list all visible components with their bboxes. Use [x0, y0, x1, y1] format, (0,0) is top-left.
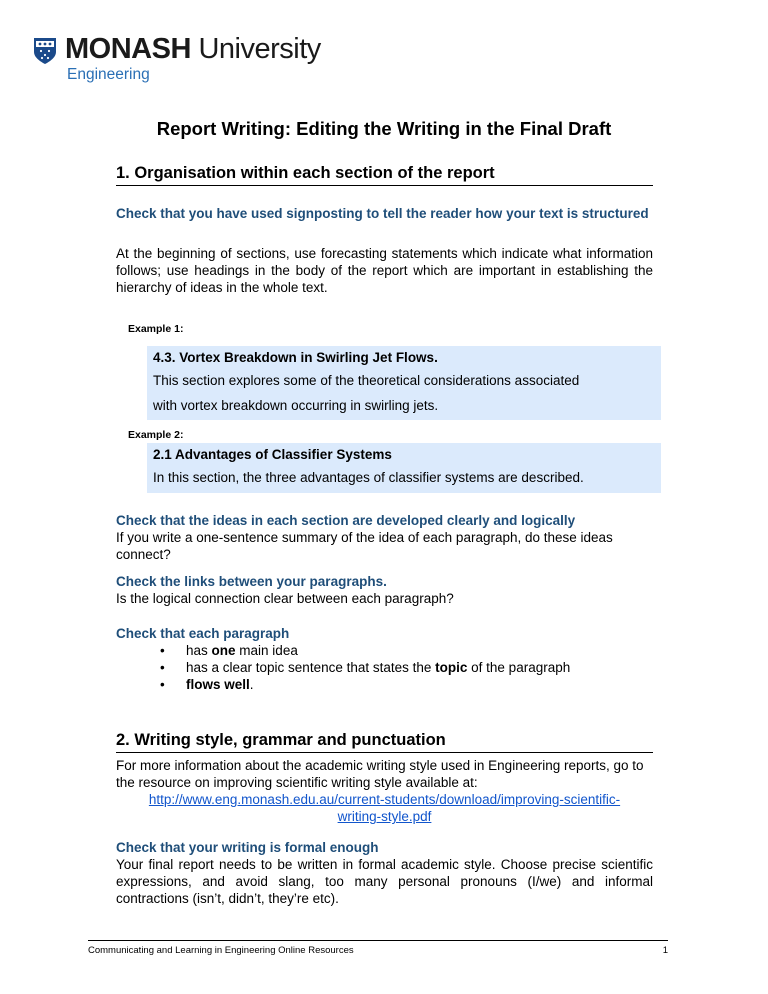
example2-label: Example 2:: [128, 429, 184, 441]
example2-box: [147, 443, 661, 493]
example1-line1: This section explores some of the theoretical considerations associated: [153, 373, 580, 388]
page-footer: [88, 940, 668, 956]
faculty-name: Engineering: [67, 66, 150, 83]
footer-text: Communicating and Learning in Engineering Online Resources: [88, 945, 354, 956]
section1-heading: 1. Organisation within each section of the report: [116, 164, 653, 186]
list-item: • flows well.: [160, 676, 653, 693]
paragraph-checklist: [116, 642, 653, 693]
example2-line1: In this section, the three advantages of classifier systems are described.: [153, 470, 584, 485]
section2-heading: 2. Writing style, grammar and punctuation: [116, 731, 653, 753]
list-item: • has one main idea: [160, 642, 653, 659]
example1-line2: with vortex breakdown occurring in swirling jets.: [153, 398, 439, 413]
brand-bold: MONASH: [65, 33, 191, 65]
shield-crest-icon: [33, 37, 57, 65]
example1-heading: 4.3. Vortex Breakdown in Swirling Jet Flows.: [153, 350, 438, 365]
example2-heading: 2.1 Advantages of Classifier Systems: [153, 447, 392, 462]
resource-link-block: [116, 791, 653, 825]
check-formal-body: Your final report needs to be written in formal academic style. Choose precise scientific expressions, and avoid slang, too many personal pronouns (I/we) and informal contractions (isn’t, didn’t, they’re etc).: [116, 857, 653, 906]
check-paragraph-heading: Check that each paragraph: [116, 626, 290, 641]
check-links-body: Is the logical connection clear between each paragraph?: [116, 591, 454, 606]
check-ideas-body: If you write a one-sentence summary of the idea of each paragraph, do these ideas connect?: [116, 530, 613, 562]
check-signposting-body: At the beginning of sections, use forecasting statements which indicate what information follows; use headings in the body of the report which are important in establishing the hierarchy of ideas in the whole text.: [116, 246, 653, 295]
writing-style-resource-link[interactable]: http://www.eng.monash.edu.au/current-students/download/improving-scientific- writing-style.pdf: [148, 792, 621, 824]
check-ideas-heading: Check that the ideas in each section are developed clearly and logically: [116, 513, 576, 528]
example1-label: Example 1:: [128, 323, 184, 335]
list-item: • has a clear topic sentence that states the topic of the paragraph: [160, 659, 653, 676]
check-links-heading: Check the links between your paragraphs.: [116, 574, 387, 589]
check-formal-heading: Check that your writing is formal enough: [116, 840, 379, 855]
section2-intro: For more information about the academic writing style used in Engineering reports, go to the resource on improving scientific writing style available at:: [116, 758, 644, 790]
brand-wordmark: [65, 33, 321, 66]
page-number: 1: [662, 945, 668, 956]
brand-rest: University: [198, 33, 321, 65]
page-title: Report Writing: Editing the Writing in the Final Draft: [156, 118, 612, 139]
check-signposting-heading: Check that you have used signposting to tell the reader how your text is structured: [116, 206, 649, 221]
monash-logo: [33, 35, 353, 85]
example1-box: [147, 346, 661, 420]
